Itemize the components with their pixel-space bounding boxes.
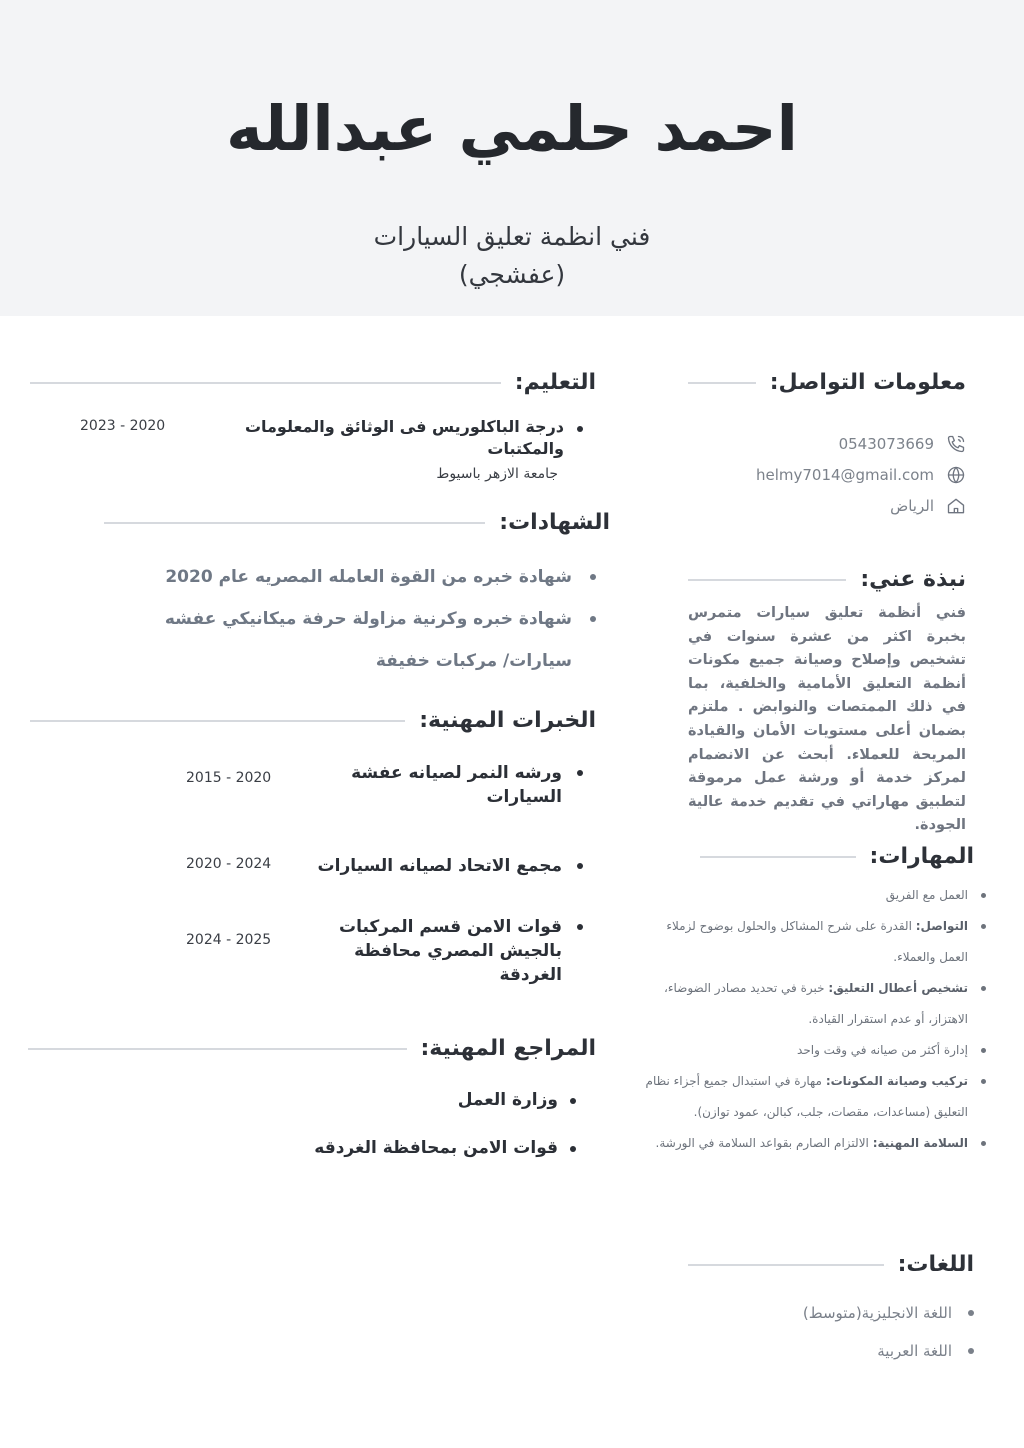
experience-title: ورشه النمر لصيانه عفشة السيارات [351, 763, 562, 807]
bullet-dot [590, 574, 596, 580]
education-section-header [30, 370, 596, 395]
bullet-dot [981, 1141, 986, 1146]
list-item: اللغة الانجليزية(متوسط) [688, 1294, 974, 1332]
experience-title: قوات الامن قسم المركبات بالجيش المصري محافظة الغردقة [338, 917, 562, 985]
experience-heading: الخبرات المهنية: [419, 708, 596, 733]
divider [30, 382, 501, 384]
about-text: فني أنظمة تعليق سيارات متمرس بخبرة اكثر من عشرة سنوات في تشخيص وإصلاح وصيانة جميع مكونات أنظمة التعليق الأمامية والخلفية، بما في ذلك الممتصات والنوابض . ملتزم بضمان أعلى مستويات الأمان والقيادة المريحة للعملاء. أبحث عن الانضمام لمركز خدمة أو ورشة عمل مرموقة لتطبيق مهاراتي في تقديم خدمة عالية الجودة. [688, 605, 966, 834]
home-icon [946, 496, 966, 516]
experience-title: مجمع الاتحاد لصيانه السيارات [317, 856, 562, 876]
skills-heading: المهارات: [869, 844, 974, 869]
education-heading: التعليم: [514, 370, 596, 395]
reference-item: قوات الامن بمحافظة الغردقه [314, 1138, 558, 1158]
degree-title: درجة الباكلوريس فى الوثائق والمعلومات والمكتبات [244, 417, 564, 458]
bullet-dot [981, 893, 986, 898]
divider [30, 720, 405, 722]
skills-list [634, 880, 986, 1159]
list-item: اللغة العربية [688, 1332, 974, 1370]
experience-section-header [30, 708, 596, 733]
header-band [0, 0, 1024, 316]
email-address[interactable]: helmy7014@gmail.com [755, 466, 934, 484]
list-item: شهادة خبره من القوة العامله المصريه عام 2020 [110, 556, 596, 598]
experience-date: 2020 - 2024 [186, 856, 272, 872]
list-item: السلامة المهنية: الالتزام الصارم بقواعد السلامة في الورشة. [634, 1128, 986, 1159]
references-section-header [28, 1036, 596, 1061]
bullet-dot [590, 616, 596, 622]
person-name: احمد حلمي عبدالله [226, 92, 798, 165]
experience-date: 2015 - 2020 [186, 770, 272, 786]
bullet-dot [981, 986, 986, 991]
bullet-dot [981, 924, 986, 929]
skills-section-header [700, 844, 974, 869]
phone-number[interactable]: 0543073669 [838, 435, 934, 453]
contact-phone [839, 434, 966, 454]
about-section-header [688, 567, 966, 592]
certificates-heading: الشهادات: [499, 510, 610, 535]
divider [700, 856, 856, 858]
languages-heading: اللغات: [897, 1252, 974, 1277]
divider [688, 1264, 884, 1266]
location-text: الرياض [890, 497, 934, 515]
list-item: تركيب وصيانة المكونات: مهارة في استبدال جميع أجزاء نظام التعليق (مساعدات، مقصات، جلب، كبالن، عمود توازن). [634, 1066, 986, 1128]
list-item: شهادة خبره وكرنية مزاولة حرفة ميكانيكي عفشه سيارات/ مركبات خفيفة [110, 598, 596, 682]
bullet-dot [981, 1079, 986, 1084]
globe-icon [946, 465, 966, 485]
contact-section-header [688, 370, 966, 395]
divider [688, 382, 756, 384]
divider [28, 1048, 407, 1050]
about-heading: نبذة عني: [860, 567, 966, 592]
bullet-dot [570, 1146, 576, 1152]
education-date: 2023 - 2020 [80, 418, 166, 434]
certificates-list [110, 556, 596, 682]
references-heading: المراجع المهنية: [420, 1036, 596, 1061]
contact-location [890, 496, 966, 516]
languages-section-header [688, 1252, 974, 1277]
bullet-dot [577, 924, 583, 930]
reference-item: وزارة العمل [457, 1090, 558, 1110]
contact-email [756, 465, 966, 485]
bullet-dot [570, 1098, 576, 1104]
list-item: إدارة أكثر من صيانه في وقت واحد [634, 1035, 986, 1066]
languages-list [688, 1294, 974, 1370]
bullet-dot [968, 1310, 974, 1316]
experience-date: 2024 - 2025 [186, 932, 272, 948]
bullet-dot [577, 863, 583, 869]
contact-heading: معلومات التواصل: [769, 370, 966, 395]
bullet-dot [577, 426, 583, 432]
divider [688, 579, 846, 581]
institution-name: جامعة الازهر باسيوط [436, 466, 558, 482]
bullet-dot [968, 1348, 974, 1354]
bullet-dot [981, 1048, 986, 1053]
list-item: تشخيص أعطال التعليق: خبرة في تحديد مصادر الضوضاء، الاهتزاز، أو عدم استقرار القيادة. [634, 973, 986, 1035]
list-item: التواصل: القدرة على شرح المشاكل والحلول بوضوح لزملاء العمل والعملاء. [634, 911, 986, 973]
list-item: العمل مع الفريق [634, 880, 986, 911]
certificates-section-header [104, 510, 610, 535]
divider [104, 522, 485, 524]
bullet-dot [577, 770, 583, 776]
phone-icon [946, 434, 966, 454]
job-title: فني انظمة تعليق السيارات (عفشجي) [373, 222, 651, 289]
